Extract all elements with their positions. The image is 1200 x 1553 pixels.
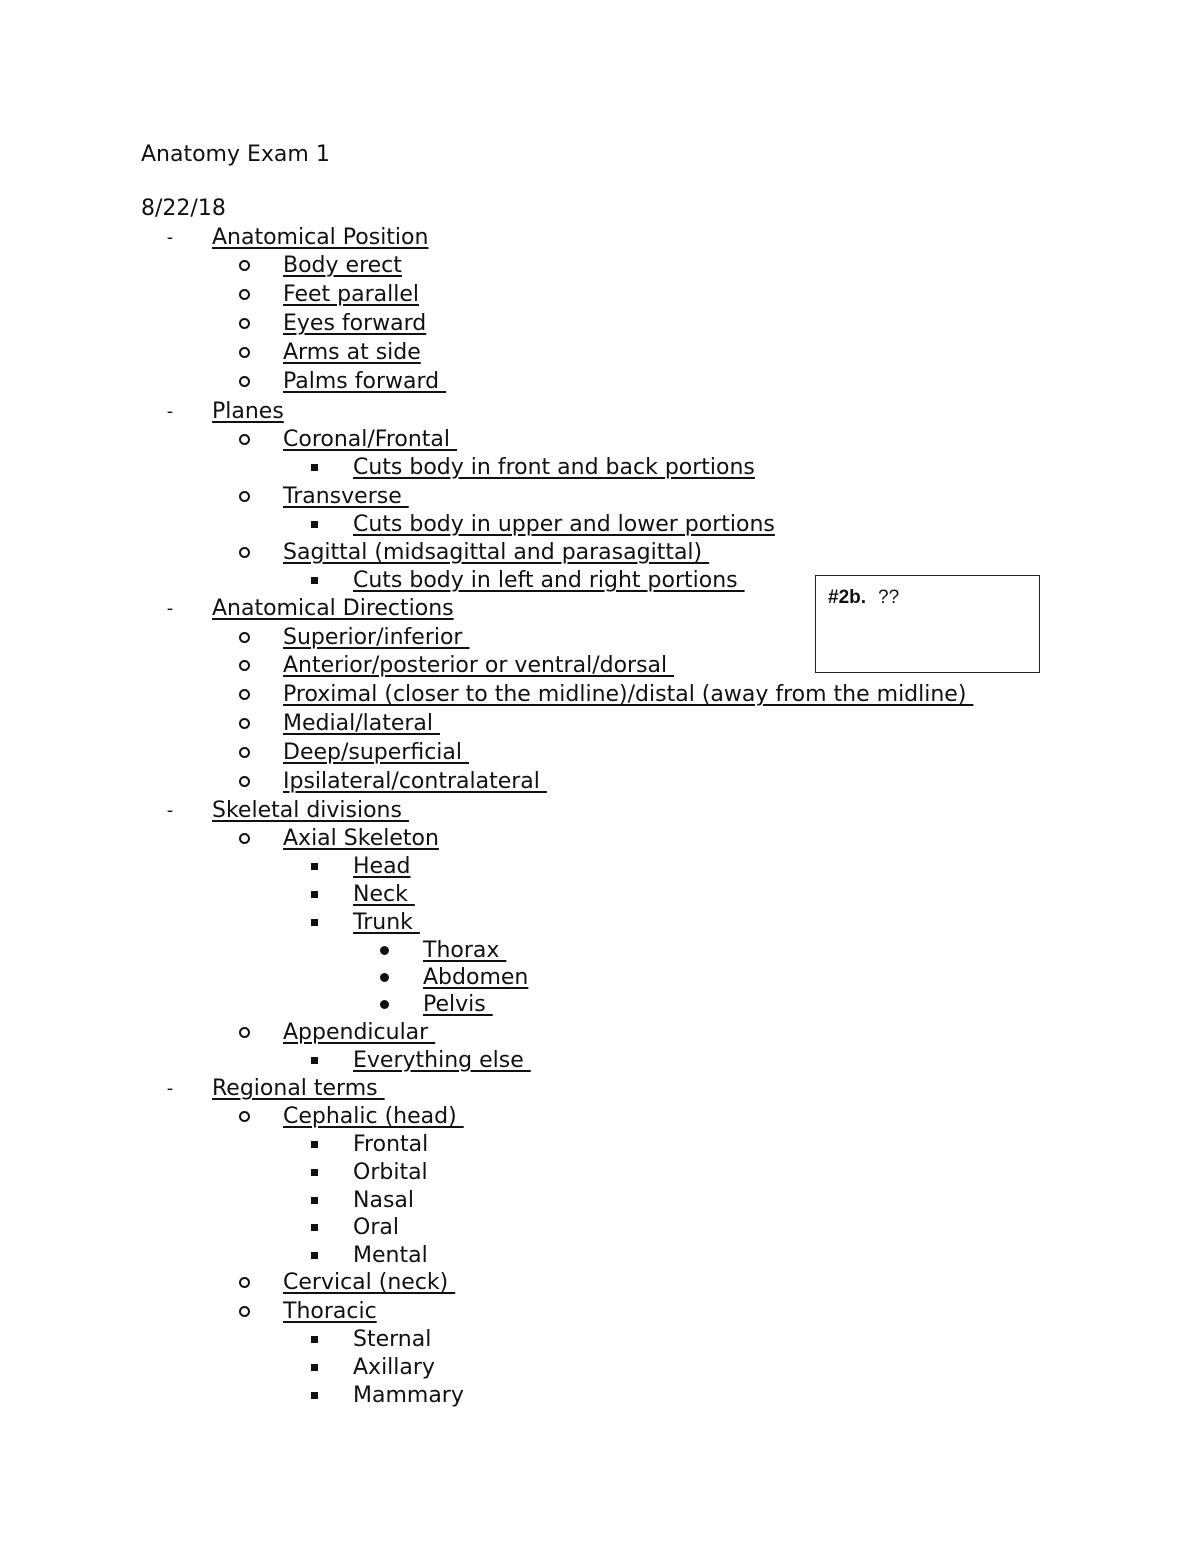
square-bullet-icon xyxy=(304,1241,324,1271)
outline-item-text: Nasal xyxy=(353,1188,414,1213)
outline-item-text: Superior/inferior xyxy=(283,625,470,650)
square-bullet-icon xyxy=(304,566,324,596)
outline-item-text: Pelvis xyxy=(423,992,493,1017)
outline-item-text: Mental xyxy=(353,1243,428,1268)
outline-item-text: Anatomical Position xyxy=(212,225,429,250)
circle-bullet-icon xyxy=(234,482,254,512)
square-bullet-icon xyxy=(304,453,324,483)
dash-bullet-icon: - xyxy=(166,800,174,821)
document-date: 8/22/18 xyxy=(141,196,226,221)
circle-bullet-icon xyxy=(234,824,254,854)
outline-item-text: Cervical (neck) xyxy=(283,1270,456,1295)
outline-item-text: Trunk xyxy=(353,910,420,935)
dot-bullet-icon xyxy=(374,963,394,993)
outline-item-text: Medial/lateral xyxy=(283,711,440,736)
note-box xyxy=(815,575,1040,673)
outline-item-text: Everything else xyxy=(353,1048,531,1073)
outline-item-text: Body erect xyxy=(283,253,402,278)
note-box-label: #2b. xyxy=(828,587,867,608)
circle-bullet-icon xyxy=(234,709,254,739)
outline-item-text: Arms at side xyxy=(283,340,421,365)
outline-item-text: Anterior/posterior or ventral/dorsal xyxy=(283,653,675,678)
outline-item-text: Sternal xyxy=(353,1327,432,1352)
outline-item-text: Neck xyxy=(353,882,415,907)
circle-bullet-icon xyxy=(234,623,254,653)
outline-item-text: Skeletal divisions xyxy=(212,798,409,823)
square-bullet-icon xyxy=(304,510,324,540)
circle-bullet-icon xyxy=(234,338,254,368)
outline-item-text: Cuts body in front and back portions xyxy=(353,455,755,480)
outline-item-text: Palms forward xyxy=(283,369,447,394)
outline-item-text: Thoracic xyxy=(283,1299,377,1324)
dash-bullet-icon: - xyxy=(166,598,174,619)
circle-bullet-icon xyxy=(234,651,254,681)
outline-item-text: Coronal/Frontal xyxy=(283,427,458,452)
square-bullet-icon xyxy=(304,908,324,938)
dot-bullet-icon xyxy=(374,936,394,966)
outline-item-text: Cuts body in upper and lower portions xyxy=(353,512,775,537)
circle-bullet-icon xyxy=(234,309,254,339)
outline-item-text: Anatomical Directions xyxy=(212,596,454,621)
circle-bullet-icon xyxy=(234,767,254,797)
outline-item-text: Oral xyxy=(353,1215,399,1240)
outline-item-text: Orbital xyxy=(353,1160,428,1185)
outline-item-text: Deep/superficial xyxy=(283,740,469,765)
circle-bullet-icon xyxy=(234,680,254,710)
outline-item-text: Axillary xyxy=(353,1355,435,1380)
outline-item-text: Eyes forward xyxy=(283,311,427,336)
dot-bullet-icon xyxy=(374,990,394,1020)
outline-item-text: Abdomen xyxy=(423,965,529,990)
square-bullet-icon xyxy=(304,1353,324,1383)
circle-bullet-icon xyxy=(234,1268,254,1298)
circle-bullet-icon xyxy=(234,280,254,310)
outline-item-text: Sagittal (midsagittal and parasagittal) xyxy=(283,540,710,565)
square-bullet-icon xyxy=(304,1325,324,1355)
square-bullet-icon xyxy=(304,1213,324,1243)
outline-item-text: Cuts body in left and right portions xyxy=(353,568,745,593)
outline-item-text: Regional terms xyxy=(212,1076,385,1101)
circle-bullet-icon xyxy=(234,251,254,281)
square-bullet-icon xyxy=(304,880,324,910)
outline-item-text: Planes xyxy=(212,399,284,424)
square-bullet-icon xyxy=(304,1381,324,1411)
square-bullet-icon xyxy=(304,1130,324,1160)
outline-item-text: Transverse xyxy=(283,484,409,509)
outline-item-text: Ipsilateral/contralateral xyxy=(283,769,547,794)
circle-bullet-icon xyxy=(234,425,254,455)
outline-item-text: Cephalic (head) xyxy=(283,1104,464,1129)
outline-item-text: Head xyxy=(353,854,411,879)
dash-bullet-icon: - xyxy=(166,227,174,248)
circle-bullet-icon xyxy=(234,367,254,397)
circle-bullet-icon xyxy=(234,1102,254,1132)
document-title: Anatomy Exam 1 xyxy=(141,142,330,167)
circle-bullet-icon xyxy=(234,1297,254,1327)
outline-item-text: Frontal xyxy=(353,1132,429,1157)
outline-item-text: Feet parallel xyxy=(283,282,419,307)
square-bullet-icon xyxy=(304,1186,324,1216)
circle-bullet-icon xyxy=(234,538,254,568)
square-bullet-icon xyxy=(304,1158,324,1188)
circle-bullet-icon xyxy=(234,1018,254,1048)
dash-bullet-icon: - xyxy=(166,401,174,422)
outline-item-text: Appendicular xyxy=(283,1020,436,1045)
outline-item-text: Mammary xyxy=(353,1383,464,1408)
square-bullet-icon xyxy=(304,852,324,882)
square-bullet-icon xyxy=(304,1046,324,1076)
outline-item-text: Proximal (closer to the midline)/distal (away from the midline) xyxy=(283,682,974,707)
note-box-text: ?? xyxy=(878,587,900,608)
dash-bullet-icon: - xyxy=(166,1078,174,1099)
outline-item-text: Axial Skeleton xyxy=(283,826,439,851)
circle-bullet-icon xyxy=(234,738,254,768)
outline-item-text: Thorax xyxy=(423,938,507,963)
